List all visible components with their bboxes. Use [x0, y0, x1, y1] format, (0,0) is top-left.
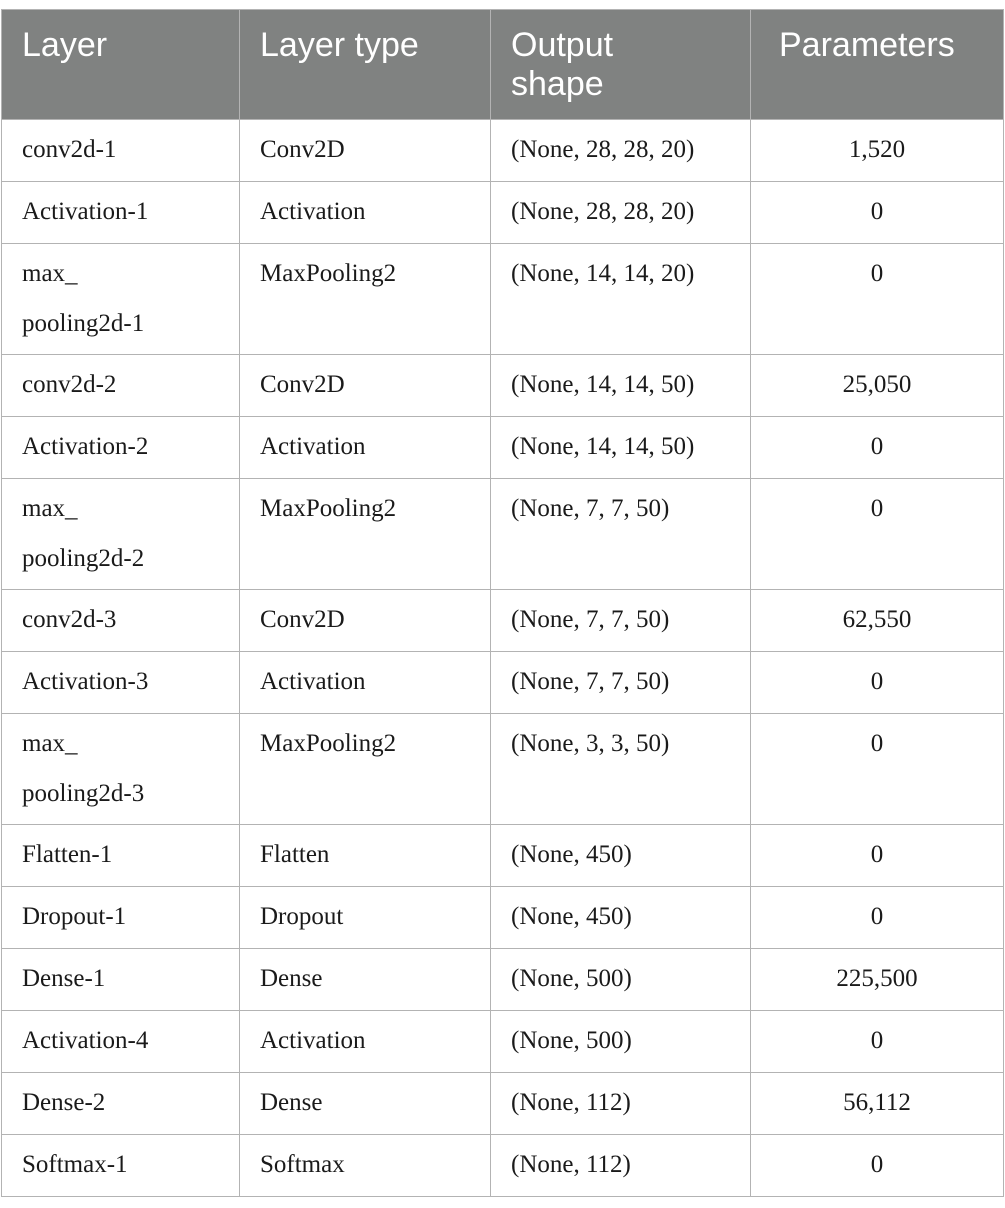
cell-parameters: 25,050 [751, 355, 1004, 417]
cell-layer-type: Dense [240, 1073, 491, 1135]
cell-layer: conv2d-1 [2, 120, 240, 182]
cell-layer-type: Activation [240, 652, 491, 714]
cell-parameters: 62,550 [751, 590, 1004, 652]
cell-layer-type: Activation [240, 182, 491, 244]
cell-layer-type: MaxPooling2 [240, 714, 491, 825]
cell-output-shape: (None, 14, 14, 20) [491, 244, 751, 355]
cell-parameters: 0 [751, 652, 1004, 714]
table-row [2, 1073, 1004, 1135]
cell-parameters: 225,500 [751, 949, 1004, 1011]
cell-layer-type: Conv2D [240, 590, 491, 652]
cell-output-shape: (None, 3, 3, 50) [491, 714, 751, 825]
cell-parameters: 0 [751, 1011, 1004, 1073]
cell-layer-line2: pooling2d-2 [22, 545, 145, 572]
cell-parameters: 56,112 [751, 1073, 1004, 1135]
cell-parameters: 0 [751, 887, 1004, 949]
cell-layer-line2: pooling2d-1 [22, 310, 145, 337]
header-output-shape-line2: shape [511, 65, 604, 103]
table-row [2, 417, 1004, 479]
table-row [2, 590, 1004, 652]
table-row [2, 355, 1004, 417]
cell-layer-type: MaxPooling2 [240, 479, 491, 590]
cell-output-shape: (None, 7, 7, 50) [491, 590, 751, 652]
cell-output-shape: (None, 14, 14, 50) [491, 355, 751, 417]
table-row [2, 825, 1004, 887]
cell-output-shape: (None, 112) [491, 1135, 751, 1197]
cell-parameters: 0 [751, 714, 1004, 825]
cell-layer-line1: max_ [22, 495, 78, 522]
cell-layer [2, 714, 240, 825]
cell-layer: Flatten-1 [2, 825, 240, 887]
cell-output-shape: (None, 7, 7, 50) [491, 479, 751, 590]
cell-output-shape: (None, 500) [491, 1011, 751, 1073]
cell-layer: Activation-1 [2, 182, 240, 244]
cell-layer: Activation-3 [2, 652, 240, 714]
cell-layer-type: Dropout [240, 887, 491, 949]
cell-layer: Dropout-1 [2, 887, 240, 949]
cell-layer-type: Flatten [240, 825, 491, 887]
cell-layer-type: Conv2D [240, 355, 491, 417]
cell-layer: Activation-4 [2, 1011, 240, 1073]
header-layer-type: Layer type [240, 10, 491, 120]
header-output-shape [491, 10, 751, 120]
table-body [2, 120, 1004, 1197]
cell-parameters: 0 [751, 825, 1004, 887]
cell-layer: Softmax-1 [2, 1135, 240, 1197]
table-row [2, 652, 1004, 714]
table-header [2, 10, 1004, 120]
cell-parameters: 0 [751, 417, 1004, 479]
table-row [2, 182, 1004, 244]
cell-layer: Dense-2 [2, 1073, 240, 1135]
cell-layer-type: Activation [240, 1011, 491, 1073]
cell-output-shape: (None, 450) [491, 887, 751, 949]
header-output-shape-line1: Output [511, 26, 614, 64]
cell-output-shape: (None, 28, 28, 20) [491, 182, 751, 244]
table-row [2, 1011, 1004, 1073]
cell-layer: Dense-1 [2, 949, 240, 1011]
cell-output-shape: (None, 500) [491, 949, 751, 1011]
cell-layer: conv2d-3 [2, 590, 240, 652]
cell-layer [2, 244, 240, 355]
cell-layer-type: Dense [240, 949, 491, 1011]
cell-layer: conv2d-2 [2, 355, 240, 417]
cell-parameters: 0 [751, 182, 1004, 244]
table-row [2, 887, 1004, 949]
cell-layer-type: Softmax [240, 1135, 491, 1197]
table-row [2, 244, 1004, 355]
cell-layer: Activation-2 [2, 417, 240, 479]
table-row [2, 949, 1004, 1011]
cell-parameters: 0 [751, 479, 1004, 590]
cell-parameters: 0 [751, 244, 1004, 355]
header-layer: Layer [2, 10, 240, 120]
cell-layer-type: Activation [240, 417, 491, 479]
cell-layer-type: Conv2D [240, 120, 491, 182]
cell-output-shape: (None, 112) [491, 1073, 751, 1135]
table-row [2, 714, 1004, 825]
header-row [2, 10, 1004, 120]
header-parameters: Parameters [751, 10, 1004, 120]
cell-output-shape: (None, 450) [491, 825, 751, 887]
cell-layer [2, 479, 240, 590]
cell-parameters: 1,520 [751, 120, 1004, 182]
cell-output-shape: (None, 7, 7, 50) [491, 652, 751, 714]
table-row [2, 1135, 1004, 1197]
cell-parameters: 0 [751, 1135, 1004, 1197]
cell-output-shape: (None, 28, 28, 20) [491, 120, 751, 182]
table-row [2, 479, 1004, 590]
cell-layer-line1: max_ [22, 730, 78, 757]
cell-layer-line1: max_ [22, 260, 78, 287]
cell-layer-line2: pooling2d-3 [22, 780, 145, 807]
cell-layer-type: MaxPooling2 [240, 244, 491, 355]
cell-output-shape: (None, 14, 14, 50) [491, 417, 751, 479]
table-row [2, 120, 1004, 182]
model-layer-table [1, 9, 1004, 1197]
